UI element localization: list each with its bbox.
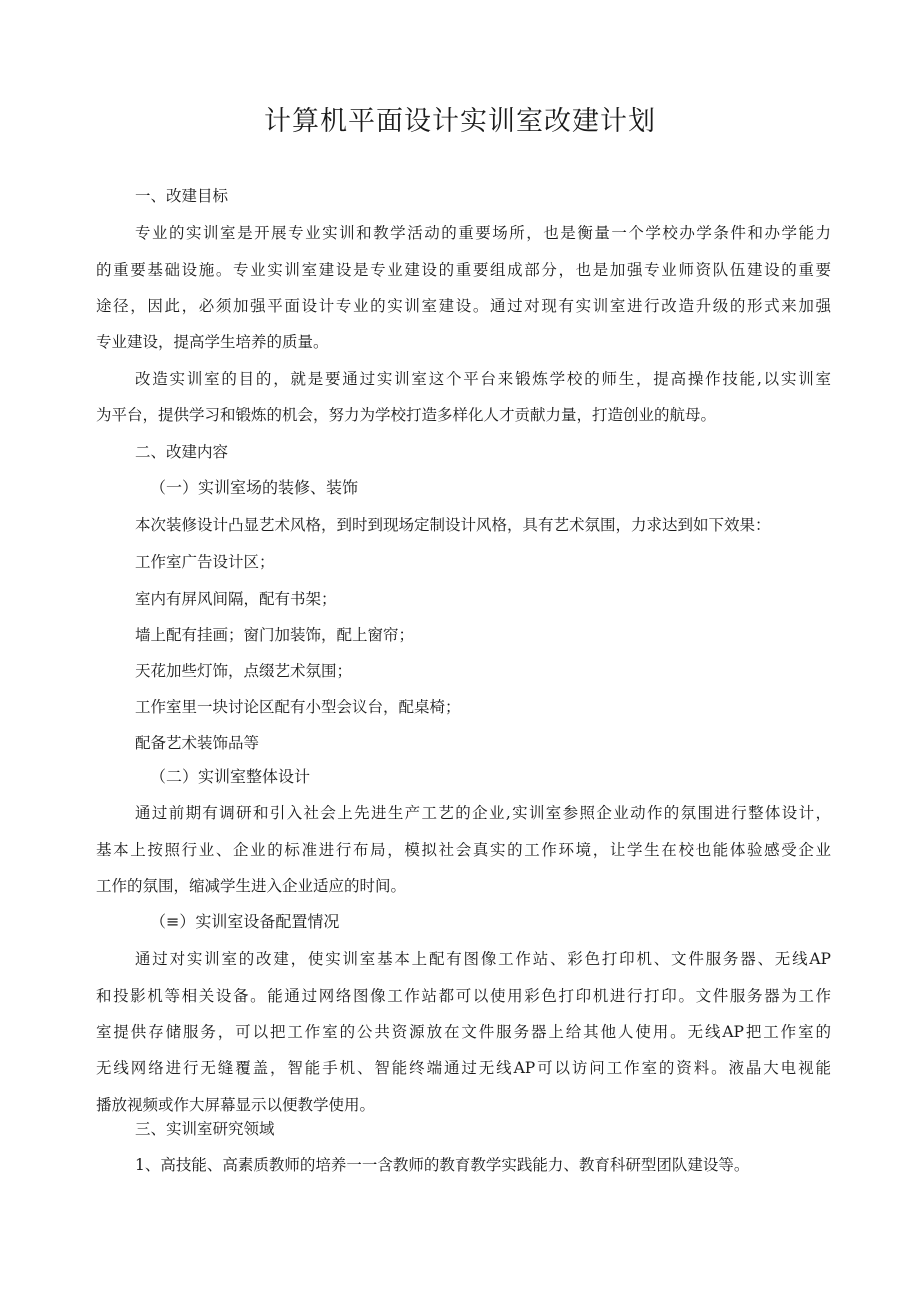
paragraph-line: 的重要基础设施。专业实训室建设是专业建设的重要组成部分，也是加强专业师资队伍建设的重要 (96, 261, 831, 279)
paragraph-line: 无线网络进行无缝覆盖，智能手机、智能终端通过无线AP可以访问工作室的资料。液晶大电视能 (96, 1059, 831, 1077)
research-item: 1、高技能、高素质教师的培养一一含教师的教育教学实践能力、教育科研型团队建设等。 (135, 1156, 750, 1174)
section-heading-content: 二、改建内容 (135, 443, 229, 461)
subsection-heading-equipment: （≡）实训室设备配置情况 (150, 912, 340, 931)
paragraph-line: 为平台，提供学习和锻炼的机会，努力为学校打造多样化人才贡献力量，打造创业的航母。 (96, 406, 717, 424)
paragraph-line: 改造实训室的目的，就是要通过实训室这个平台来锻炼学校的师生，提高操作技能,以实训室 (135, 370, 831, 388)
section-heading-goal: 一、改建目标 (135, 187, 229, 205)
subsection-heading-decoration: （一）实训室场的装修、装饰 (150, 478, 359, 497)
list-item: 墙上配有挂画；窗门加装饰，配上窗帘； (135, 626, 415, 644)
document-title: 计算机平面设计实训室改建计划 (264, 106, 656, 137)
paragraph-line: 通过对实训室的改建，使实训室基本上配有图像工作站、彩色打印机、文件服务器、无线AP (135, 950, 831, 968)
paragraph-line: 基本上按照行业、企业的标准进行布局，模拟社会真实的工作环境，让学生在校也能体验感受企业 (96, 841, 831, 859)
list-item: 室内有屏风间隔，配有书架； (135, 590, 337, 608)
paragraph-line: 专业建设，提高学生培养的质量。 (96, 333, 329, 351)
list-item: 本次装修设计凸显艺术风格，到时到现场定制设计风格，具有艺术氛围，力求达到如下效果： (135, 516, 771, 534)
list-item: 天花加些灯饰，点缀艺术氛围； (135, 662, 353, 680)
paragraph-line: 室提供存储服务，可以把工作室的公共资源放在文件服务器上给其他人使用。无线AP把工作室的 (96, 1023, 831, 1041)
paragraph-line: 播放视频或作大屏幕显示以便教学使用。 (96, 1096, 376, 1114)
section-heading-research: 三、实训室研究领域 (135, 1120, 275, 1138)
paragraph-line: 通过前期有调研和引入社会上先进生产工艺的企业,实训室参照企业动作的氛围进行整体设计， (135, 804, 831, 822)
list-item: 工作室广告设计区； (135, 553, 275, 571)
subsection-heading-overall-design: （二）实训室整体设计 (150, 767, 311, 786)
paragraph-line: 和投影机等相关设备。能通过网络图像工作站都可以使用彩色打印机进行打印。文件服务器为工作 (96, 987, 831, 1005)
list-item: 配备艺术装饰品等 (135, 734, 260, 752)
paragraph-line: 工作的氛围，缩减学生进入企业适应的时间。 (96, 877, 407, 895)
paragraph-line: 途径，因此，必须加强平面设计专业的实训室建设。通过对现有实训室进行改造升级的形式来加强 (96, 297, 831, 315)
list-item: 工作室里一块讨论区配有小型会议台，配桌椅； (135, 698, 461, 716)
paragraph-line: 专业的实训室是开展专业实训和教学活动的重要场所，也是衡量一个学校办学条件和办学能力 (135, 224, 831, 242)
